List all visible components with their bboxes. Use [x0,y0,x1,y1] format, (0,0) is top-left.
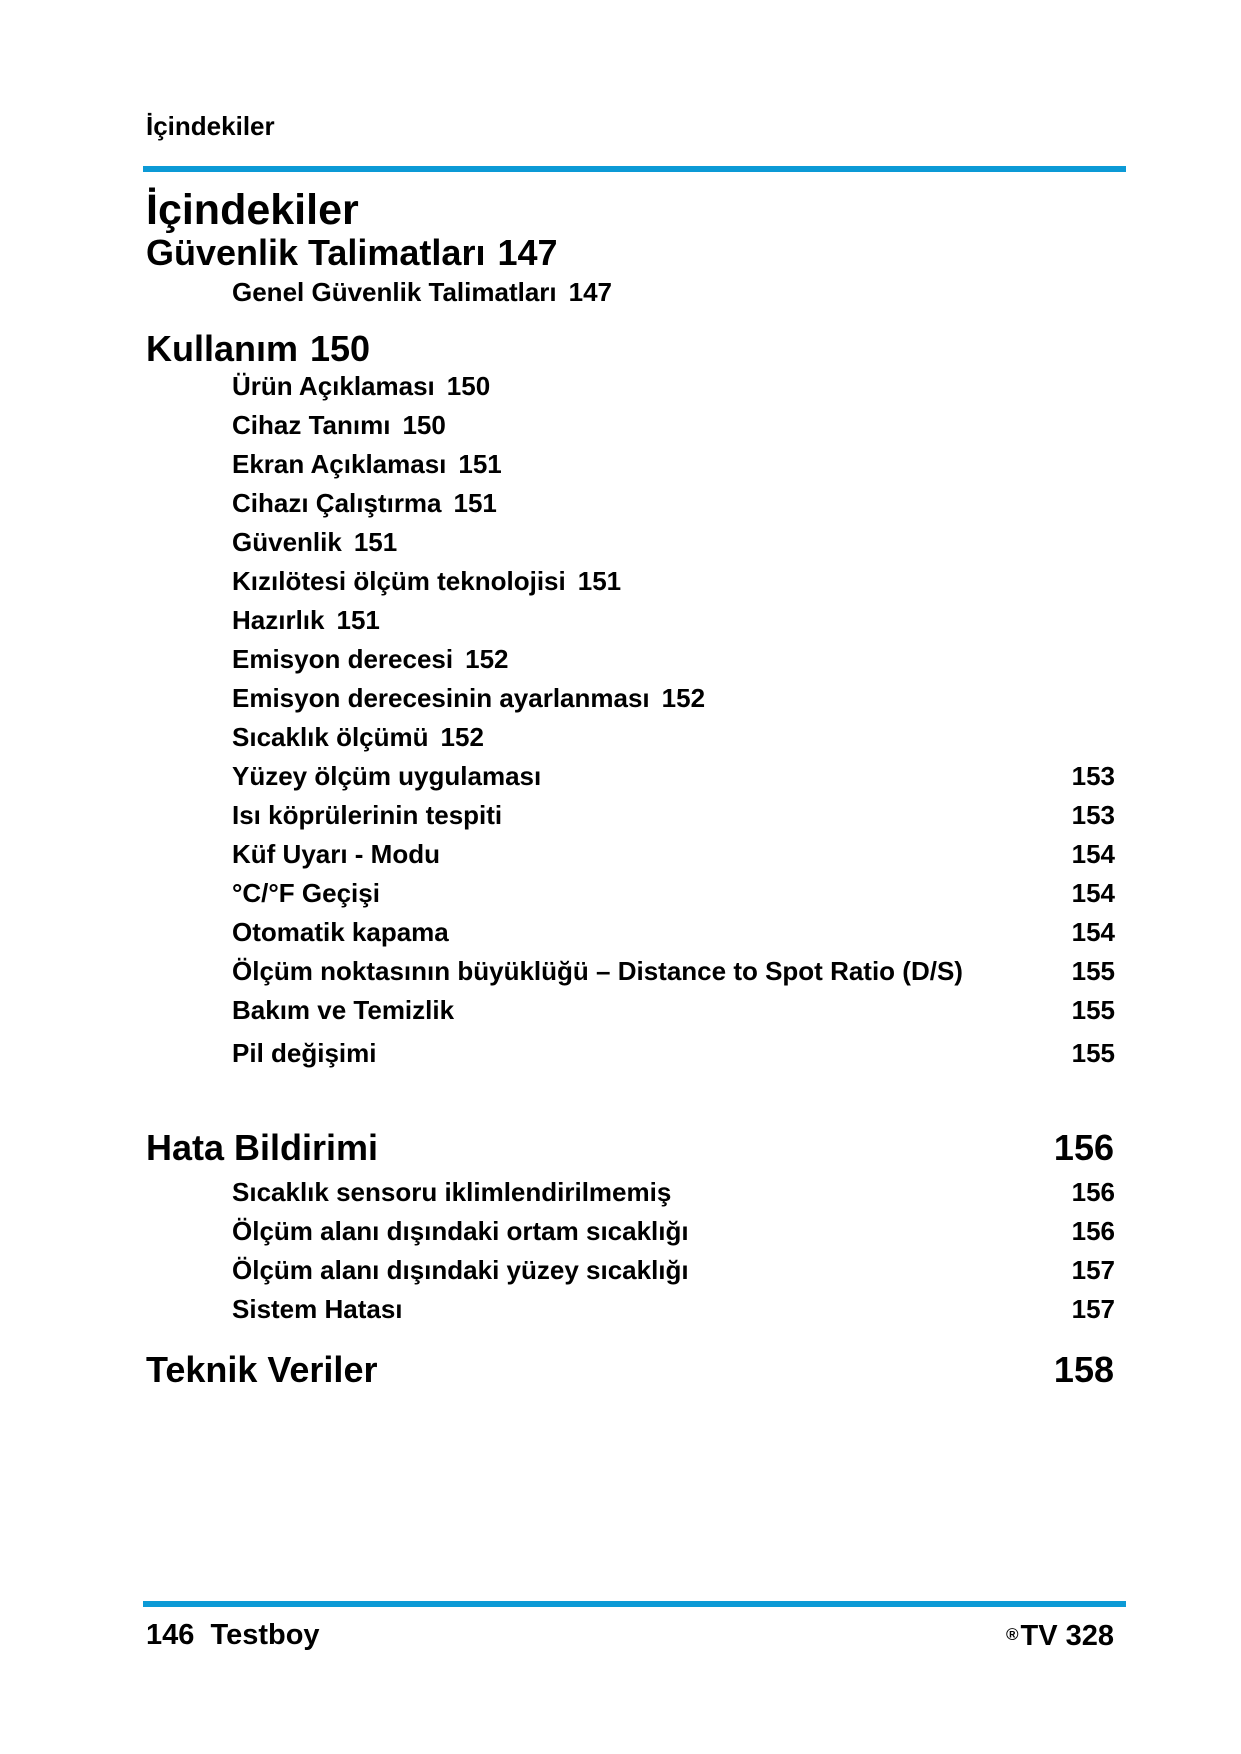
toc-title: Emisyon derecesinin ayarlanması [232,683,650,713]
toc-page-number: 153 [1071,761,1115,791]
page-title: İçindekiler [146,186,359,234]
toc-title: Güvenlik [232,527,342,557]
toc-entry-preparation[interactable] [232,605,380,635]
toc-entry-operating-device[interactable] [232,488,497,518]
toc-title: Cihazı Çalıştırma [232,488,442,518]
footer-left [146,1619,320,1651]
toc-entry-battery-change[interactable] [232,1038,1115,1068]
toc-page-number: 150 [310,328,371,369]
toc-page-number: 150 [446,371,491,401]
toc-page-number: 156 [1071,1177,1115,1207]
toc-entry-auto-off[interactable] [232,917,1115,947]
toc-page-number: 151 [453,488,497,518]
toc-page-number: 152 [661,683,706,713]
toc-title: Pil değişimi [232,1038,377,1068]
registered-mark: ® [1005,1625,1019,1644]
toc-entry-display-description[interactable] [232,449,502,479]
toc-page-number: 155 [1071,995,1115,1025]
toc-page-number: 157 [1071,1294,1115,1324]
toc-entry-general-safety[interactable] [232,277,612,307]
toc-title: Güvenlik Talimatları [146,232,486,273]
toc-section-usage[interactable] [146,329,370,369]
toc-section-safety[interactable] [146,233,558,273]
running-header: İçindekiler [146,111,275,141]
toc-page-number: 154 [1071,839,1115,869]
toc-page-number: 152 [465,644,509,674]
toc-page-number: 151 [353,527,398,557]
footer-page-number: 146 [146,1619,195,1651]
toc-title: Kullanım [146,328,299,369]
toc-title: Teknik Veriler [146,1349,378,1390]
toc-entry-ambient-out-of-range[interactable] [232,1216,1115,1246]
toc-title: Ölçüm noktasının büyüklüğü – Distance to Spot Ratio (D/S) [232,956,963,986]
toc-title: Ölçüm alanı dışındaki ortam sıcaklığı [232,1216,689,1246]
toc-title: Emisyon derecesi [232,644,454,674]
toc-title: Ölçüm alanı dışındaki yüzey sıcaklığı [232,1255,689,1285]
toc-page-number: 156 [1071,1216,1115,1246]
toc-entry-thermal-bridges[interactable] [232,800,1115,830]
toc-entry-mold-warning[interactable] [232,839,1115,869]
toc-entry-system-error[interactable] [232,1294,1115,1324]
toc-page-number: 151 [336,605,380,635]
toc-title: Genel Güvenlik Talimatları [232,277,557,307]
toc-title: Sıcaklık ölçümü [232,722,429,752]
toc-entry-unit-switch[interactable] [232,878,1115,908]
toc-title: Hata Bildirimi [146,1127,379,1168]
toc-title: Sistem Hatası [232,1294,403,1324]
toc-entry-maintenance[interactable] [232,995,1115,1025]
toc-entry-safety[interactable] [232,527,397,557]
toc-page-number: 154 [1071,878,1115,908]
toc-page-number: 153 [1071,800,1115,830]
toc-page-number: 155 [1071,1038,1115,1068]
toc-title: Hazırlık [232,605,325,635]
toc-title: Kızılötesi ölçüm teknolojisi [232,566,566,596]
toc-title: Ekran Açıklaması [232,449,447,479]
toc-title: Bakım ve Temizlik [232,995,455,1025]
toc-page-number: 158 [1053,1349,1114,1390]
toc-title: Cihaz Tanımı [232,410,391,440]
toc-entry-surface-measurement[interactable] [232,761,1115,791]
toc-page-number: 157 [1071,1255,1115,1285]
toc-title: °C/°F Geçişi [232,878,380,908]
footer-model: TV 328 [1020,1620,1114,1652]
toc-page-number: 152 [440,722,484,752]
toc-entry-emissivity[interactable] [232,644,509,674]
toc-entry-infrared-technology[interactable] [232,566,621,596]
toc-page-number: 156 [1053,1127,1114,1168]
toc-page-number: 151 [577,566,622,596]
header-rule [143,166,1126,172]
toc-entry-spot-ratio[interactable] [232,956,1115,986]
toc-title: Isı köprülerinin tespiti [232,800,503,830]
toc-entry-emissivity-setting[interactable] [232,683,705,713]
toc-title: Yüzey ölçüm uygulaması [232,761,542,791]
toc-page-number: 147 [568,277,613,307]
toc-page-number: 147 [497,232,558,273]
footer-rule [143,1601,1126,1607]
toc-section-error-messages[interactable] [146,1128,1114,1168]
toc-section-technical-data[interactable] [146,1350,1114,1390]
toc-entry-sensor-not-acclimatized[interactable] [232,1177,1115,1207]
toc-entry-device-definition[interactable] [232,410,446,440]
toc-page-number: 150 [402,410,446,440]
toc-title: Küf Uyarı - Modu [232,839,440,869]
toc-title: Otomatik kapama [232,917,449,947]
toc-title: Ürün Açıklaması [232,371,435,401]
toc-page-number: 155 [1071,956,1115,986]
footer-right [1006,1619,1114,1652]
footer-brand: Testboy [210,1619,320,1651]
toc-entry-temperature-measurement[interactable] [232,722,484,752]
toc-title: Sıcaklık sensoru iklimlendirilmemiş [232,1177,672,1207]
toc-page-number: 151 [458,449,502,479]
toc-page-number: 154 [1071,917,1115,947]
toc-entry-surface-out-of-range[interactable] [232,1255,1115,1285]
toc-entry-product-description[interactable] [232,371,490,401]
